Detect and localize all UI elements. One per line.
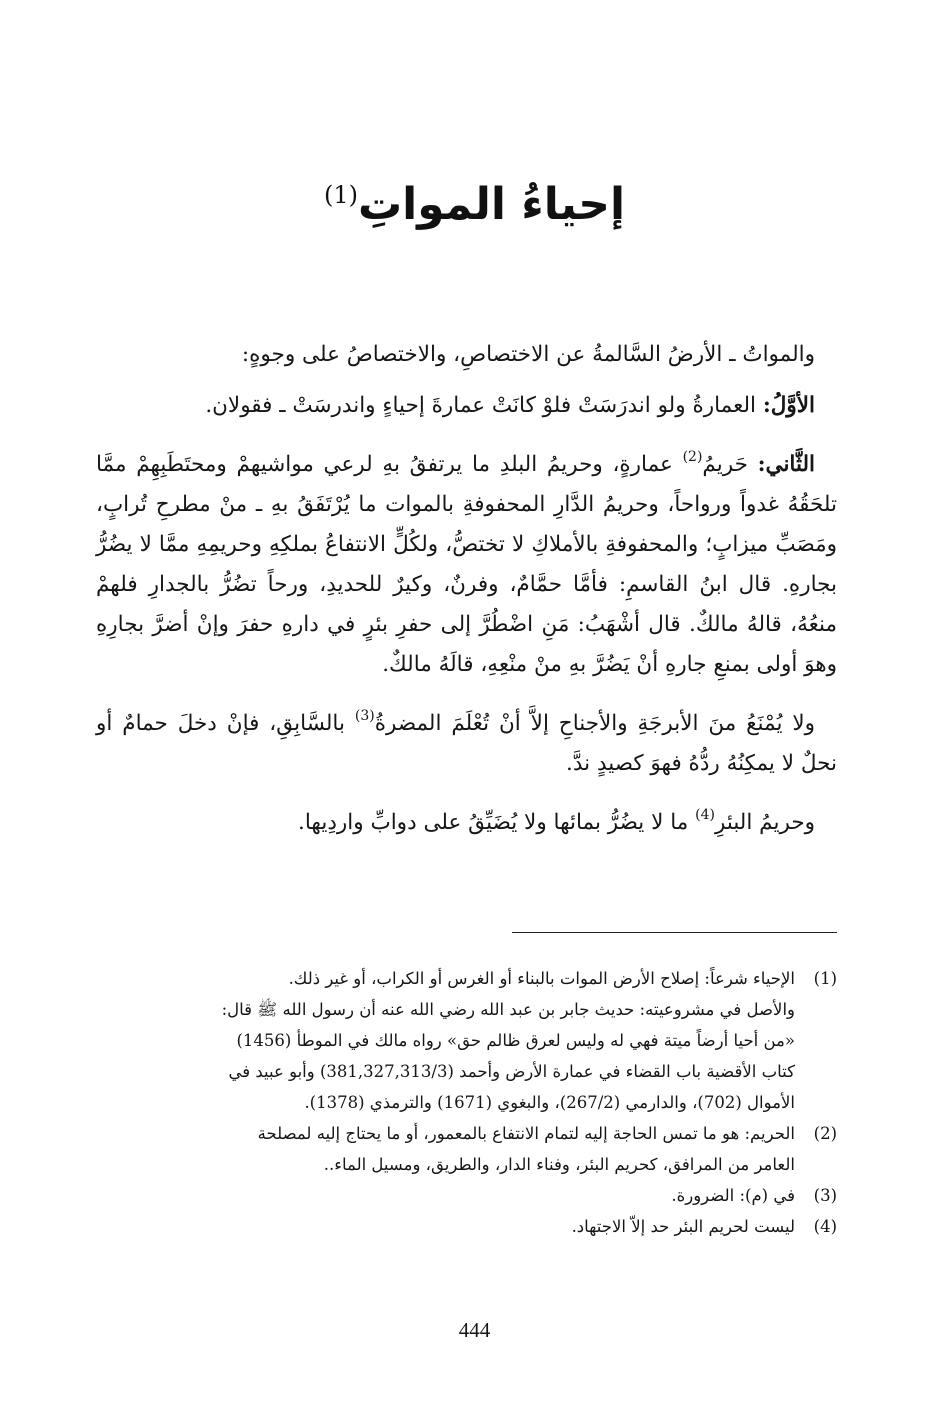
footnote-line: العامر من المرافق، كحريم البئر، وفناء الدار، والطريق، ومسيل الماء.. <box>323 1155 795 1174</box>
chapter-title-text: إحياءُ المواتِ <box>357 179 626 230</box>
paragraph-lead: الأوَّلُ: <box>762 393 815 418</box>
footnote-1 <box>90 963 837 1118</box>
footnote-number: (2) <box>813 1124 837 1143</box>
footnote-line: الأموال (702)، والدارمي (267/2)، والبغوي (1671) والترمذي (1378). <box>304 1093 795 1112</box>
footnote-4 <box>90 1211 837 1242</box>
chapter-title <box>0 176 949 233</box>
footnote-line: الإحياء شرعاً: إصلاح الأرض الموات بالبناء أو الغرس أو الكراب، أو غير ذلك. <box>288 969 795 988</box>
footnote-text <box>90 1211 795 1242</box>
paragraph-first-aspect <box>96 386 837 426</box>
footnote-2 <box>90 1118 837 1180</box>
footnotes <box>90 963 837 1242</box>
page-number: 444 <box>458 1318 491 1342</box>
footnote-text <box>90 963 795 1118</box>
footnote-ref: (3) <box>354 708 375 724</box>
paragraph-text: وحريمُ البئرِ <box>714 810 815 835</box>
footnote-line: «من أحيا أرضاً ميتة فهي له وليس لعرق ظالم حق» رواه مالك في الموطأ (1456) <box>236 1031 795 1050</box>
footnote-number: (1) <box>813 969 837 988</box>
footnote-number: (3) <box>813 1186 837 1205</box>
main-text <box>96 335 837 854</box>
paragraph-text: والمواتُ ـ الأرضُ السَّالمةُ عن الاختصاصِ، والاختصاصُ على وجوهٍ: <box>241 342 815 367</box>
paragraph-towers <box>96 696 837 784</box>
footnote-line: كتاب الأقضية باب القضاء في عمارة الأرض وأحمد (381,327,313/3) وأبو عبيد في <box>228 1062 795 1081</box>
footnote-ref: (4) <box>695 807 715 823</box>
paragraph-well-boundary <box>96 795 837 843</box>
footnote-line: والأصل في مشروعيته: حديث جابر بن عبد الله رضي الله عنه أن رسول الله ﷺ قال: <box>221 1000 795 1019</box>
footnote-text <box>90 1180 795 1211</box>
footnote-text <box>90 1118 795 1180</box>
footnote-number: (4) <box>813 1217 837 1236</box>
footnote-3 <box>90 1180 837 1211</box>
footnote-line: ليست لحريم البئر حد إلاّ الاجتهاد. <box>571 1217 795 1236</box>
paragraph-text: عمارةٍ، وحريمُ البلدِ ما يرتفقُ بهِ لرعي مواشيهمْ ومحتَطَبِهِمْ ممَّا تلحَقُهُ غدواً ورواحاً، وحريمُ الدَّارِ المحفوفةِ بالموات ما يُرْتَفَقُ بهِ ـ منْ مطرحِ تُرابٍ، ومَصَبِّ ميزابٍ؛ والمحفوفةِ بالأملاكِ لا تختصُّ، ولكُلٍّ الانتفاعُ بملكِهِ وحريمِهِ ممَّا لا يضُرُّ بجارهِ. قال ابنُ القاسمِ: فأمَّا حمَّامٌ، وفرنٌ، وكيرٌ للحديدِ، ورحاً تضُرُّ بالجدارِ فلهمْ منعُهُ، قالهُ مالكٌ. قال أشْهَبُ: مَنِ اضْطُرَّ إلى حفرِ بئرٍ في دارهِ حفرَ وإنْ أضرَّ بجارِهِ وهوَ أولى بمنعِ جارهِ أنْ يَضُرَّ بهِ منْ منْعِهِ، قالَهُ مالكٌ. <box>96 452 837 677</box>
paragraph-text: حَريمُ <box>702 452 758 477</box>
paragraph-second-aspect <box>96 437 837 685</box>
paragraph-lead: الثَّاني: <box>757 452 815 477</box>
paragraph-text: بالسَّابِقِ، فإنْ دخلَ حمامٌ أو نحلٌ لا يمكِنُهُ ردُّهُ فهوَ كصيدٍ ندَّ. <box>96 711 837 776</box>
footnote-divider <box>512 932 837 933</box>
paragraph-text: ولا يُمْنَعُ منَ الأبرجَةِ والأجناحِ إلاَّ أنْ تُعْلَمَ المضرةُ <box>374 711 815 736</box>
paragraph-text: ما لا يضُرُّ بمائها ولا يُضَيِّقُ على دوابِّ واردِيها. <box>298 810 696 835</box>
paragraph-text: العمارةُ ولو اندرَسَتْ فلوْ كانَتْ عمارةَ إحياءٍ واندرسَتْ ـ فقولان. <box>205 393 763 418</box>
footnote-line: في (م): الضرورة. <box>671 1186 795 1205</box>
footnote-ref: (2) <box>682 449 703 465</box>
footnote-line: الحريم: هو ما تمس الحاجة إليه لتمام الانتفاع بالمعمور، أو ما يحتاج إليه لمصلحة <box>257 1124 795 1143</box>
chapter-title-footnote-ref: (1) <box>323 181 358 209</box>
paragraph-definition <box>96 335 837 375</box>
